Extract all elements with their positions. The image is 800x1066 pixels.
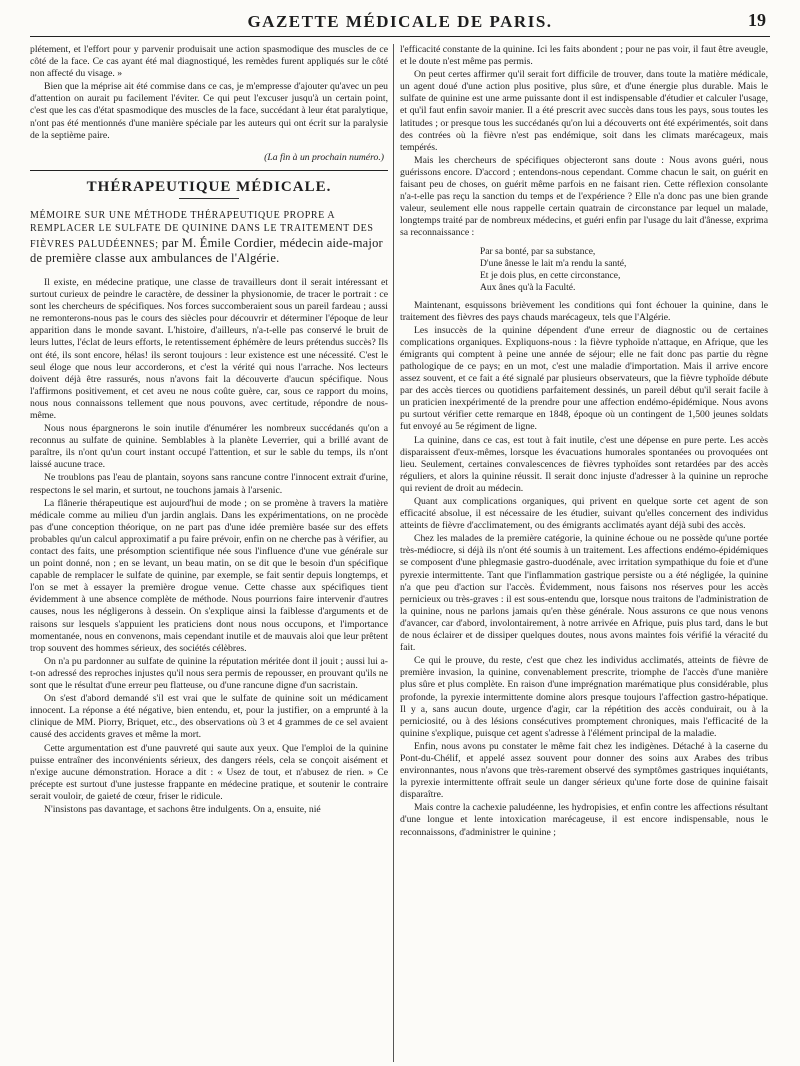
article-author: par M. Émile Cordier, médecin aide-major de première classe aux ambulances de l'Algérie. bbox=[30, 235, 383, 266]
paragraph: Mais les chercheurs de spécifiques objecteront sans doute : Nous avons guéri, nous guérissons encore. D'accord ; entendons-nous cependant. Comme chacun le sait, on guérit en faisant peu de choses, on guérit même parfois en ne faisant rien. Cette réflexion consolante n'a-t-elle pas reçu la sanction du temps et de l'expérience ? Elle n'a donc pas une bien grande valeur, seulement elle nous rappelle certain quatrain de circonstance par lequel un malade, longtemps traité par de nombreux médecins, et guéri enfin par l'usage du lait d'ânesse, exprima sa reconnaissance : bbox=[400, 154, 768, 239]
left-column bbox=[30, 44, 388, 1062]
paragraph: Il existe, en médecine pratique, une classe de travailleurs dont il serait intéressant et surtout curieux de peindre le caractère, de dessiner la physionomie, de tracer le portrait : ce sont les chercheurs de spécifiques. Nos forces succomberaient sous un pareil fardeau ; aussi ne remonterons-nous pas le cours des siècles pour découvrir et déterminer l'époque de leur apparition dans le monde savant. L'histoire, d'ailleurs, n'a-t-elle pas conservé le bruit de leurs luttes, l'éclat de leurs efforts, le retentissement éphémère de leurs prétendus succès? Ils ont été, ils sont encore, hélas! ils seront toujours : leur existence est une nécessité. C'est le seul éloge que nous leur accorderons, et c'est la vérité qui nous l'arrache. Nos lecteurs doivent déjà être rassurés, nous n'avons fait la découverte d'aucun spécifique. Nous l'affirmons positivement, et cet aveu ne nous coûte guère, car, sous ce rapport du moins, nous nous connaissons tellement que nous pouvons, avec certitude, répondre de nous-même. bbox=[30, 276, 388, 421]
paragraph: Enfin, nous avons pu constater le même fait chez les indigènes. Détaché à la caserne du Pont-du-Chélif, et appelé assez souvent pour donner des soins aux Arabes des tribus environnantes, nous n'avons que très-rarement observé des symptômes gastriques inquiétants, la pyrexie intermittente offrait seule un danger sérieux qu'une forte dose de quinine faisait disparaître. bbox=[400, 740, 768, 801]
paragraph: Ce qui le prouve, du reste, c'est que chez les individus acclimatés, atteints de fièvre de première invasion, la quinine, convenablement prescrite, triomphe de l'accès d'une manière plus sûre et plus complète. En raison d'une imprégnation marématique plus considérable, plus profonde, la pyrexie intermittente domine alors presque toujours l'affection gastro-hépatique. Il y a, sans aucun doute, urgence d'agir, car la répétition des accès conduirait, ou à la perniciosité, ou à des lésions consécutives promptement chroniques, mais l'efficacité de la quinine s'explique, puisque cet agent s'adresse à l'élément principal de la maladie. bbox=[400, 655, 768, 739]
continuation-note: (La fin à un prochain numéro.) bbox=[264, 151, 384, 163]
page-number: 19 bbox=[748, 10, 766, 30]
paragraph: Chez les malades de la première catégorie, la quinine échoue ou ne possède qu'une portée très-médiocre, si déjà ils n'ont été soumis à un traitement. Les affections endémo-épidémiques se composent d'une phlegmasie gastro-duodénale, avec irritation sympathique du foie et d'une pyrexie intermittente. Tant que l'inflammation gastrique persiste ou a été négligée, la quinine n'a que peu d'action sur l'accès. Évidemment, nous faisons nos réserves pour les accès pernicieux ou très-graves : il est sous-entendu que, lorsque nous traitons de l'administration de la quinine, nous ne parlons jamais qu'en thèse générale. Nous assurons ce que nous venons d'avancer, car d'abord, involontairement, à notre arrivée en Afrique, puis plus tard, dans le but de nous éclairer et de dissiper quelques doutes, nous avons maintes fois vérifié la véracité du fait. bbox=[400, 533, 768, 654]
paragraph: l'efficacité constante de la quinine. Ici les faits abondent ; pour ne pas voir, il faut être aveugle, et le doute n'est même pas permis. bbox=[400, 44, 768, 68]
paragraph: Nous nous épargnerons le soin inutile d'énumérer les nombreux succédanés qu'on a reconnus au sulfate de quinine. Semblables à la planète Leverrier, qui a brillé avant de paraître, ils n'ont qu'un court instant occupé l'attention, et sur le sable du temps, ils n'ont laissé aucune trace. bbox=[30, 423, 388, 471]
paragraph: N'insistons pas davantage, et sachons être indulgents. On a, ensuite, nié bbox=[44, 803, 321, 815]
paragraph: plétement, et l'effort pour y parvenir produisait une action spasmodique des muscles de ce côté de la face. Ce cas ayant été mal diagnostiqué, les remèdes furent appliqués sur le côté non affecté du visage. » bbox=[30, 44, 388, 80]
paragraph: Bien que la méprise ait été commise dans ce cas, je m'empresse d'ajouter qu'avec un peu d'attention on aurait pu facilement l'éviter. Ce qui peut l'excuser jusqu'à un certain point, c'est que les cas d'état spasmodique des muscles de la face, succédant à leur état paralytique, n'ont pas été mentionnés d'une manière spéciale par les auteurs qui ont écrit sur la paralysie de la septième paire. bbox=[30, 81, 388, 141]
paragraph: On n'a pu pardonner au sulfate de quinine la réputation méritée dont il jouit ; aussi lui a-t-on adressé des reproches injustes qu'il nous sera permis de repousser, en prouvant qu'ils ne sont que le résultat d'une erreur peu flatteuse, ou d'une rancune digne d'un sacristain. bbox=[30, 655, 388, 692]
quatrain bbox=[480, 246, 768, 294]
paragraph: Cette argumentation est d'une pauvreté qui saute aux yeux. Que l'emploi de la quinine puisse entraîner des inconvénients sérieux, des dangers réels, cela se conçoit aisément et n'exige aucune démonstration. Horace a dit : « Usez de tout, et n'abusez de rien. » Ce précepte est surtout d'une justesse frappante en médecine pratique, et soutenir le contraire serait vouloir, de gaieté de cœur, friser le ridicule. bbox=[30, 742, 388, 802]
paragraph: Ne troublons pas l'eau de plantain, soyons sans rancune contre l'innocent extrait d'urine, respectons le sel marin, et surtout, ne touchons jamais à l'arsenic. bbox=[30, 472, 388, 496]
article-heading bbox=[30, 209, 388, 267]
article-heading-caps: MÉMOIRE SUR UNE MÉTHODE THÉRAPEUTIQUE PROPRE A REMPLACER LE SULFATE DE QUININE DANS LE TRAITEMENT DES FIÈVRES PALUDÉENNES; bbox=[30, 209, 374, 250]
verse-line: Et je dois plus, en cette circonstance, bbox=[480, 270, 621, 281]
paragraph: On s'est d'abord demandé s'il est vrai que le sulfate de quinine soit un médicament innocent. La réponse a été négative, bien entendu, et, pour la justifier, on a emprunté à la clinique de MM. Piorry, Briquet, etc., des observations où 3 et 4 grammes de ce sel avaient causé des accidents graves et même la mort. bbox=[30, 693, 388, 741]
paragraph: Mais contre la cachexie paludéenne, les hydropisies, et enfin contre les affections résultant d'une longue et lente intoxication marécageuse, il est encore indispensable, nous le reconnaissons, d'administrer le quinine ; bbox=[400, 802, 768, 838]
paragraph: On peut certes affirmer qu'il serait fort difficile de trouver, dans toute la matière médicale, un agent doué d'une action plus positive, plus sûre, et d'une énergie plus durable. Mais le sulfate de quinine est une arme puissante dont il est indispensable d'étudier et calculer l'usage, et qu'il faut enfin savoir manier. Il a été prescrit avec succès dans tous les pays, sous toutes les latitudes ; or presque tous les succédanés qu'on lui a découverts ont été expérimentés, soit dans des contrées où la fièvre n'est pas endémique, soit dans les climats marécageux, mais tempérés. bbox=[400, 69, 768, 153]
paragraph: Les insuccès de la quinine dépendent d'une erreur de diagnostic ou de certaines complications organiques. Expliquons-nous : la fièvre typhoïde n'attaque, en Afrique, que les émigrants qui comptent à peine une année de séjour; elle ne fait donc pas partie du règne pathologique de ce pays; en un mot, c'est une maladie d'importation. Mais il arrive encore assez souvent, et ce fait a été signalé par plusieurs observateurs, que la fièvre typhoïde débute par des accès tierces ou quotidiens parfaitement dessinés, un pareil début qu'il serait facile à un praticien inexpérimenté de la prendre pour une affection endémo-épidémique. Nous avons pu surtout vérifier cette remarque en 1848, époque où un contingent de 1,500 jeunes soldats fut envoyé au 5e régiment de ligne. bbox=[400, 324, 768, 433]
paragraph: Quant aux complications organiques, qui privent en quelque sorte cet agent de son efficacité absolue, il est nécessaire de les étudier, suivant qu'elles concernent des individus atteints de fièvre d'acclimatement, ou des émigrants acclimatés ayant déjà subi des accès. bbox=[400, 496, 768, 532]
right-column bbox=[400, 44, 768, 1062]
verse-line: D'une ânesse le lait m'a rendu la santé, bbox=[480, 258, 627, 269]
verse-line: Aux ânes qu'à la Faculté. bbox=[480, 282, 576, 293]
paragraph: La flânerie thérapeutique est aujourd'hui de mode ; on se promène à travers la matière médicale comme au milieu d'un jardin anglais. Dans les expérimentations, on ne procède pas d'une conception théorique, on ne part pas d'une idée première basée sur des effets probables qu'un calcul approximatif a pu faire prévoir, enfin on ne cherche pas à vérifier, au contact des faits, une présomption scientifique née sous l'influence d'une vue générale sur un point donné, non ; en se levant, un beau matin, on se dit que le besoin d'un spécifique capable de remplacer le sulfate de quinine, par exemple, se fait sentir depuis longtemps, et l'on se met à essayer la première drogue venue. Cette chasse aux spécifiques tient évidemment à une absence complète de méthode. Nous pourrions faire intervenir d'autres causes, nous les négligerons à dessein. On s'explique ainsi la faiblesse d'arguments et de raisons sur lesquels s'appuient les praticiens dont nous nous occupons, et l'importance momentanée, nous en convenons, mais cependant inutile et de mauvais aloi que leur prêtent trop souvent des hommes sérieux, des sociétés célèbres. bbox=[30, 497, 388, 654]
column-divider bbox=[393, 44, 394, 1062]
paragraph: La quinine, dans ce cas, est tout à fait inutile, c'est une dépense en pure perte. Les accès disparaissent d'eux-mêmes, lorsque les évacuations humorales spontanées ou provoquées ont lieu. Seulement, certaines convalescences de fièvres typhoïdes sont retardées par des accès réguliers, et alors la quinine réussit. Il serait donc injuste d'adresser à la quinine un reproche qui revient de droit au médecin. bbox=[400, 434, 768, 494]
paragraph: Maintenant, esquissons brièvement les conditions qui font échouer la quinine, dans le traitement des fièvres des pays chauds marécageux, tels que l'Algérie. bbox=[400, 299, 768, 323]
section-title: THÉRAPEUTIQUE MÉDICALE. bbox=[86, 178, 332, 195]
page-header bbox=[30, 8, 770, 37]
journal-title: GAZETTE MÉDICALE DE PARIS. bbox=[247, 12, 553, 31]
section-divider bbox=[30, 170, 388, 171]
verse-line: Par sa bonté, par sa substance, bbox=[480, 246, 596, 257]
title-rule bbox=[179, 198, 239, 199]
